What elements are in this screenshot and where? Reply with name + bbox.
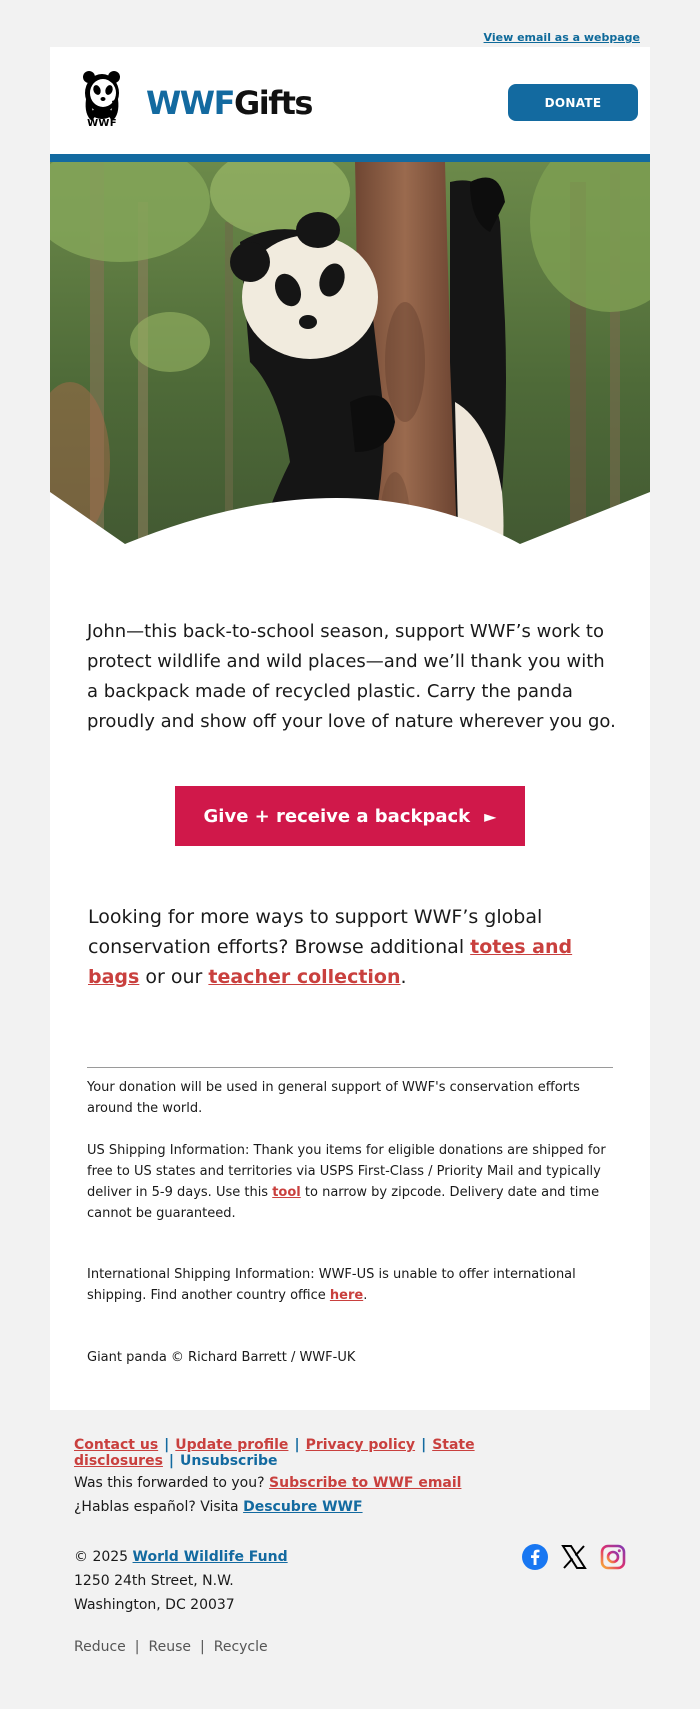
- donate-button[interactable]: DONATE: [508, 84, 638, 121]
- footer-separator: |: [168, 1453, 175, 1469]
- photo-credit: Giant panda © Richard Barrett / WWF-UK: [87, 1350, 356, 1365]
- us-shipping-prefix: US Shipping Information: Thank you items for eligible donations are shipped for free to US states and territories via USPS First-Class / Priority Mail and typically deliver in 5-9 days. Use this: [87, 1143, 606, 1200]
- email-header: [50, 47, 650, 154]
- give-backpack-button[interactable]: [175, 786, 525, 846]
- descubre-wwf-link[interactable]: Descubre WWF: [243, 1499, 363, 1515]
- contact-us-link[interactable]: Contact us: [74, 1437, 159, 1453]
- intl-shipping-prefix: International Shipping Information: WWF-US is unable to offer international shipping. Find another country office: [87, 1267, 576, 1303]
- intl-shipping-info: [87, 1264, 613, 1306]
- intl-shipping-suffix: .: [363, 1288, 368, 1303]
- world-wildlife-fund-link[interactable]: World Wildlife Fund: [132, 1549, 288, 1565]
- totes-and-bags-link[interactable]: totes and bags: [88, 936, 573, 988]
- unsubscribe-link[interactable]: Unsubscribe: [180, 1453, 278, 1469]
- top-bar: [0, 26, 640, 45]
- update-profile-link[interactable]: Update profile: [175, 1437, 289, 1453]
- section-divider: [87, 1067, 613, 1068]
- reduce-reuse-recycle: [74, 1639, 654, 1655]
- us-shipping-suffix: to narrow by zipcode. Delivery date and time cannot be guaranteed.: [87, 1185, 600, 1221]
- address-line-1: 1250 24th Street, N.W.: [74, 1573, 234, 1589]
- instagram-icon[interactable]: [599, 1543, 627, 1571]
- footer-separator: |: [421, 1437, 427, 1453]
- x-icon[interactable]: [560, 1543, 588, 1571]
- email-card: [50, 47, 650, 1410]
- state-disclosures-link[interactable]: State disclosures: [74, 1437, 475, 1469]
- view-as-webpage-link[interactable]: View email as a webpage: [483, 31, 640, 44]
- copyright-prefix: © 2025: [74, 1549, 133, 1565]
- donation-note: Your donation will be used in general support of WWF's conservation efforts around the world.: [87, 1080, 580, 1116]
- more-prefix: Looking for more ways to support WWF’s global conservation efforts? Browse additional: [88, 906, 543, 958]
- brand-gifts: Gifts: [233, 84, 312, 122]
- teacher-collection-link[interactable]: teacher collection: [208, 966, 401, 988]
- more-ways-paragraph: [88, 902, 618, 992]
- zipcode-tool-link[interactable]: tool: [272, 1185, 301, 1200]
- reuse-text: Reuse: [148, 1639, 192, 1655]
- more-middle: or our: [139, 966, 209, 988]
- brand-wwf: WWF: [146, 84, 234, 122]
- forwarded-prefix: Was this forwarded to you?: [74, 1475, 270, 1491]
- wwf-gifts-brand[interactable]: [146, 84, 312, 122]
- intro-paragraph: John—this back-to-school season, support WWF’s work to protect wildlife and wild places—and we’ll thank you with a backpack made of recycled plastic. Carry the panda proudly and show off your love of nature wherever you go.: [87, 621, 616, 732]
- spanish-prefix: ¿Hablas español? Visita: [74, 1499, 244, 1515]
- header-rule: [50, 154, 650, 162]
- reduce-separator: |: [134, 1639, 140, 1655]
- more-suffix: .: [400, 966, 407, 988]
- cta-label: Give + receive a backpack: [203, 805, 471, 827]
- privacy-policy-link[interactable]: Privacy policy: [305, 1437, 416, 1453]
- facebook-icon[interactable]: [521, 1543, 549, 1571]
- footer-separator: |: [164, 1437, 170, 1453]
- footer-separator: |: [294, 1437, 300, 1453]
- reduce-separator: |: [200, 1639, 205, 1655]
- play-arrow-icon: ►: [484, 806, 497, 826]
- address-line-2: Washington, DC 20037: [74, 1597, 235, 1613]
- country-office-link[interactable]: here: [329, 1288, 364, 1303]
- us-shipping-info: [87, 1140, 613, 1224]
- subscribe-link[interactable]: Subscribe to WWF email: [269, 1475, 462, 1491]
- reduce-text: Reduce: [74, 1639, 126, 1655]
- footer-links: [74, 1437, 654, 1469]
- recycle-text: Recycle: [213, 1639, 268, 1655]
- wwf-logo-text: WWF: [87, 118, 117, 129]
- hero-panda-image[interactable]: [50, 162, 650, 612]
- forwarded-line: [74, 1475, 654, 1491]
- spanish-line: [74, 1499, 654, 1515]
